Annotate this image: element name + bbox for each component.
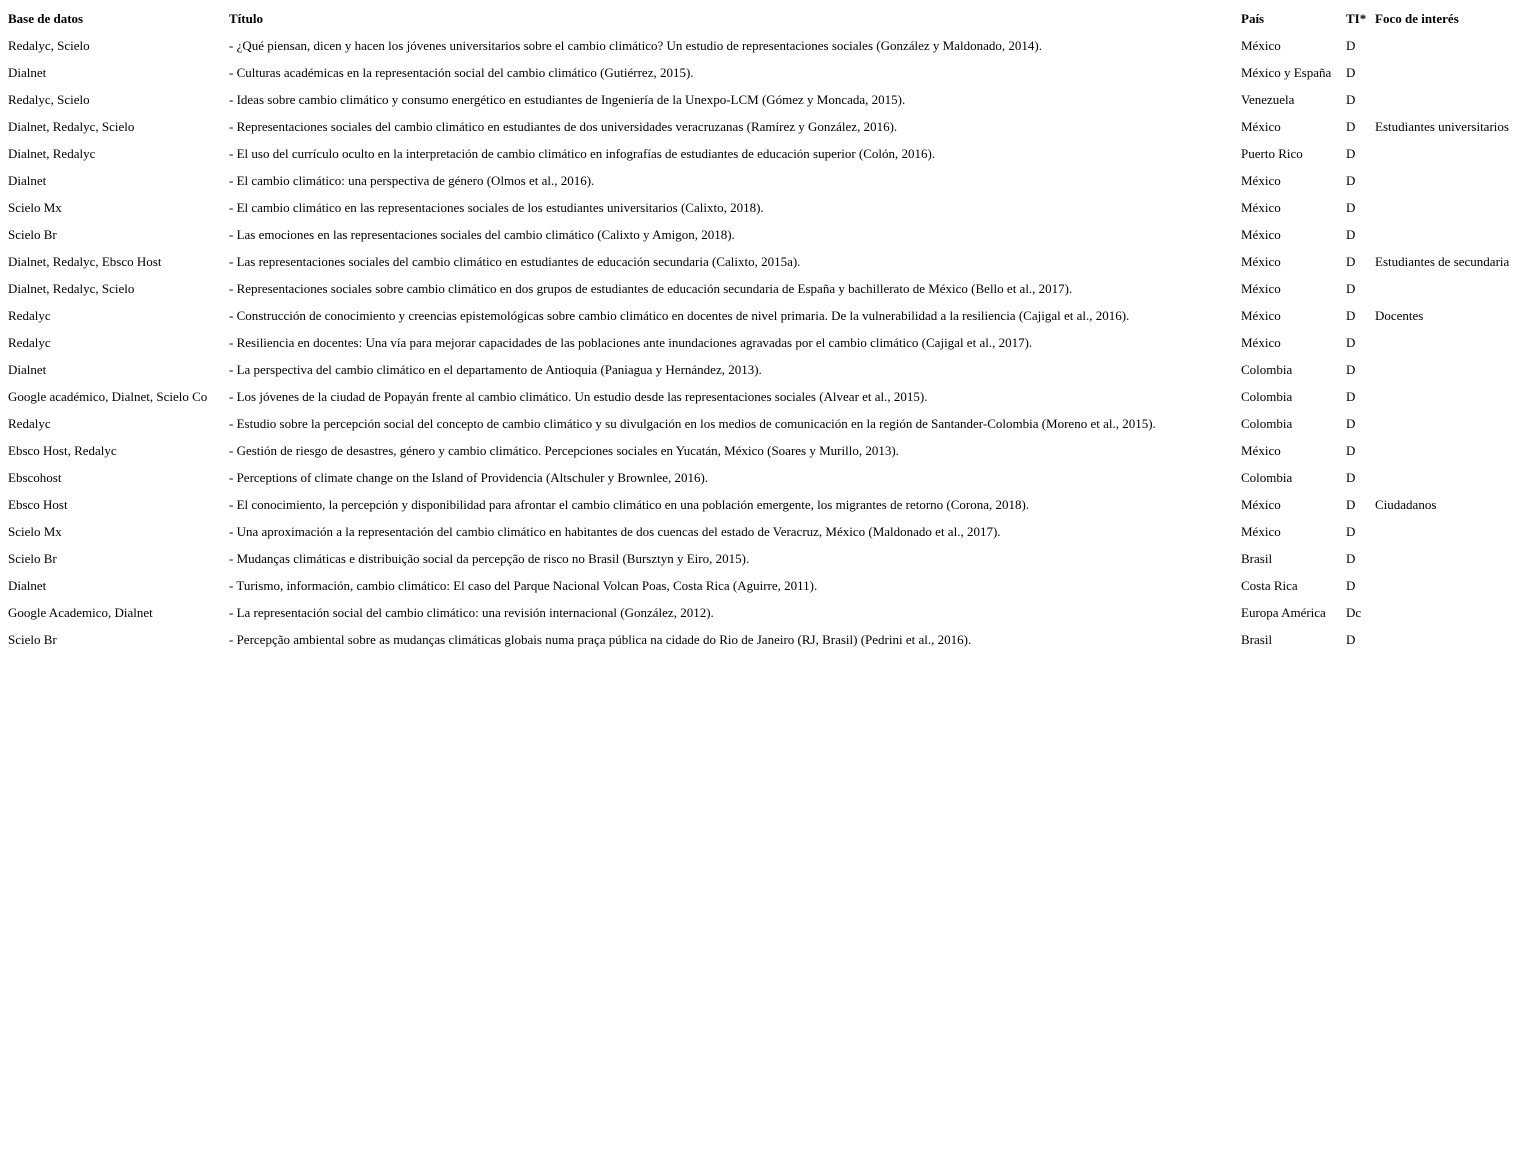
cell-foco bbox=[1375, 86, 1525, 113]
cell-base-de-datos: Ebscohost bbox=[8, 470, 62, 485]
cell-titulo: - Turismo, información, cambio climático: El caso del Parque Nacional Volcan Poas, Costa Rica (Aguirre, 2011). bbox=[229, 578, 818, 593]
cell-foco bbox=[1375, 410, 1525, 437]
cell-foco bbox=[1375, 626, 1525, 653]
cell-base-de-datos: Dialnet bbox=[8, 65, 47, 80]
cell-base-de-datos: Scielo Br bbox=[8, 551, 57, 566]
table-row bbox=[8, 599, 1525, 626]
cell-base-de-datos: Dialnet, Redalyc, Scielo bbox=[8, 119, 135, 134]
cell-foco: Docentes bbox=[1375, 308, 1424, 323]
cell-base-de-datos: Redalyc, Scielo bbox=[8, 92, 90, 107]
cell-pais: Puerto Rico bbox=[1241, 146, 1303, 161]
table-row bbox=[8, 437, 1525, 464]
cell-ti: D bbox=[1346, 497, 1356, 512]
table-row bbox=[8, 626, 1525, 653]
cell-pais: Costa Rica bbox=[1241, 578, 1298, 593]
cell-titulo: - Estudio sobre la percepción social del concepto de cambio climático y su divulgación en los medios de comunicación en la región de Santander-Colombia (Moreno et al., 2015). bbox=[229, 416, 1156, 431]
cell-ti: D bbox=[1346, 227, 1356, 242]
cell-foco: Estudiantes universitarios bbox=[1375, 119, 1509, 134]
table-row bbox=[8, 113, 1525, 140]
cell-titulo: - La representación social del cambio climático: una revisión internacional (González, 2012). bbox=[229, 605, 714, 620]
cell-ti: D bbox=[1346, 416, 1356, 431]
cell-ti: D bbox=[1346, 524, 1356, 539]
references-table bbox=[4, 5, 1528, 653]
cell-base-de-datos: Google académico, Dialnet, Scielo Co bbox=[8, 389, 208, 404]
cell-pais: Brasil bbox=[1241, 551, 1273, 566]
cell-pais: México bbox=[1241, 443, 1281, 458]
cell-pais: México bbox=[1241, 308, 1281, 323]
cell-ti: D bbox=[1346, 200, 1356, 215]
table-row bbox=[8, 59, 1525, 86]
cell-titulo: - Representaciones sociales del cambio climático en estudiantes de dos universidades veracruzanas (Ramírez y González, 2016). bbox=[229, 119, 898, 134]
header-pais: País bbox=[1241, 11, 1265, 26]
cell-base-de-datos: Dialnet, Redalyc bbox=[8, 146, 96, 161]
cell-titulo: - Mudanças climáticas e distribuição social da percepção de risco no Brasil (Bursztyn y Eiro, 2015). bbox=[229, 551, 750, 566]
table-row bbox=[8, 167, 1525, 194]
cell-titulo: - Culturas académicas en la representación social del cambio climático (Gutiérrez, 2015). bbox=[229, 65, 694, 80]
cell-foco bbox=[1375, 32, 1525, 59]
cell-base-de-datos: Scielo Mx bbox=[8, 200, 62, 215]
cell-ti: D bbox=[1346, 308, 1356, 323]
cell-titulo: - Representaciones sociales sobre cambio climático en dos grupos de estudiantes de educación secundaria de España y bachillerato de México (Bello et al., 2017). bbox=[229, 281, 1073, 296]
cell-base-de-datos: Redalyc, Scielo bbox=[8, 38, 90, 53]
cell-base-de-datos: Ebsco Host, Redalyc bbox=[8, 443, 117, 458]
cell-foco bbox=[1375, 59, 1525, 86]
cell-base-de-datos: Redalyc bbox=[8, 308, 51, 323]
cell-foco bbox=[1375, 194, 1525, 221]
cell-base-de-datos: Scielo Br bbox=[8, 632, 57, 647]
cell-ti: D bbox=[1346, 173, 1356, 188]
cell-titulo: - Construcción de conocimiento y creencias epistemológicas sobre cambio climático en docentes de nivel primaria. De la vulnerabilidad a la resiliencia (Cajigal et al., 2016). bbox=[229, 308, 1130, 323]
cell-base-de-datos: Scielo Mx bbox=[8, 524, 62, 539]
cell-titulo: - Los jóvenes de la ciudad de Popayán frente al cambio climático. Un estudio desde las representaciones sociales (Alvear et al., 2015). bbox=[229, 389, 928, 404]
cell-pais: México bbox=[1241, 227, 1281, 242]
cell-titulo: - El conocimiento, la percepción y disponibilidad para afrontar el cambio climático en una población emergente, los migrantes de retorno (Corona, 2018). bbox=[229, 497, 1030, 512]
table-header bbox=[8, 5, 1525, 32]
cell-pais: Colombia bbox=[1241, 416, 1293, 431]
cell-ti: D bbox=[1346, 119, 1356, 134]
table-row bbox=[8, 491, 1525, 518]
cell-titulo: - Percepção ambiental sobre as mudanças climáticas globais numa praça pública na cidade do Rio de Janeiro (RJ, Brasil) (Pedrini et al., 2016). bbox=[229, 632, 972, 647]
table-row bbox=[8, 518, 1525, 545]
header-ti: TI* bbox=[1346, 11, 1367, 26]
table-row bbox=[8, 356, 1525, 383]
cell-titulo: - Resiliencia en docentes: Una vía para mejorar capacidades de las poblaciones ante inundaciones agravadas por el cambio climático (Cajigal et al., 2017). bbox=[229, 335, 1033, 350]
cell-pais: México bbox=[1241, 281, 1281, 296]
cell-pais: Brasil bbox=[1241, 632, 1273, 647]
cell-base-de-datos: Dialnet bbox=[8, 173, 47, 188]
cell-pais: México bbox=[1241, 119, 1281, 134]
cell-titulo: - Gestión de riesgo de desastres, género y cambio climático. Percepciones sociales en Yucatán, México (Soares y Murillo, 2013). bbox=[229, 443, 899, 458]
cell-base-de-datos: Scielo Br bbox=[8, 227, 57, 242]
header-base-de-datos: Base de datos bbox=[8, 11, 84, 26]
cell-foco bbox=[1375, 140, 1525, 167]
cell-foco bbox=[1375, 329, 1525, 356]
cell-foco bbox=[1375, 275, 1525, 302]
cell-foco: Estudiantes de secundaria bbox=[1375, 254, 1510, 269]
cell-ti: D bbox=[1346, 335, 1356, 350]
cell-ti: D bbox=[1346, 146, 1356, 161]
cell-ti: D bbox=[1346, 362, 1356, 377]
cell-pais: México bbox=[1241, 497, 1281, 512]
header-foco: Foco de interés bbox=[1375, 11, 1459, 26]
cell-ti: Dc bbox=[1346, 605, 1362, 620]
table-row bbox=[8, 410, 1525, 437]
table-row bbox=[8, 140, 1525, 167]
cell-pais: Europa América bbox=[1241, 605, 1326, 620]
cell-titulo: - El cambio climático: una perspectiva de género (Olmos et al., 2016). bbox=[229, 173, 595, 188]
cell-foco bbox=[1375, 383, 1525, 410]
cell-ti: D bbox=[1346, 92, 1356, 107]
cell-foco: Ciudadanos bbox=[1375, 497, 1437, 512]
cell-foco bbox=[1375, 518, 1525, 545]
cell-base-de-datos: Redalyc bbox=[8, 416, 51, 431]
cell-pais: México bbox=[1241, 173, 1281, 188]
table-row bbox=[8, 194, 1525, 221]
table-row bbox=[8, 86, 1525, 113]
cell-base-de-datos: Dialnet bbox=[8, 578, 47, 593]
cell-titulo: - Las representaciones sociales del cambio climático en estudiantes de educación secundaria (Calixto, 2015a). bbox=[229, 254, 801, 269]
cell-pais: México bbox=[1241, 335, 1281, 350]
table-row bbox=[8, 383, 1525, 410]
cell-foco bbox=[1375, 572, 1525, 599]
cell-foco bbox=[1375, 464, 1525, 491]
cell-titulo: - La perspectiva del cambio climático en el departamento de Antioquia (Paniagua y Hernández, 2013). bbox=[229, 362, 762, 377]
cell-foco bbox=[1375, 221, 1525, 248]
table-row bbox=[8, 329, 1525, 356]
cell-pais: Colombia bbox=[1241, 470, 1293, 485]
cell-pais: Colombia bbox=[1241, 362, 1293, 377]
cell-pais: México bbox=[1241, 524, 1281, 539]
cell-ti: D bbox=[1346, 578, 1356, 593]
cell-pais: México y España bbox=[1241, 65, 1332, 80]
cell-pais: México bbox=[1241, 254, 1281, 269]
cell-ti: D bbox=[1346, 632, 1356, 647]
table-row bbox=[8, 221, 1525, 248]
cell-base-de-datos: Redalyc bbox=[8, 335, 51, 350]
table-row bbox=[8, 572, 1525, 599]
cell-pais: Venezuela bbox=[1241, 92, 1295, 107]
cell-titulo: - ¿Qué piensan, dicen y hacen los jóvenes universitarios sobre el cambio climático? Un estudio de representaciones sociales (González y Maldonado, 2014). bbox=[229, 38, 1042, 53]
cell-ti: D bbox=[1346, 389, 1356, 404]
cell-titulo: - El cambio climático en las representaciones sociales de los estudiantes universitarios (Calixto, 2018). bbox=[229, 200, 764, 215]
cell-pais: Colombia bbox=[1241, 389, 1293, 404]
table-body bbox=[8, 32, 1525, 653]
cell-ti: D bbox=[1346, 281, 1356, 296]
table-row bbox=[8, 302, 1525, 329]
table-row bbox=[8, 248, 1525, 275]
cell-titulo: - Las emociones en las representaciones sociales del cambio climático (Calixto y Amigon, 2018). bbox=[229, 227, 735, 242]
table-row bbox=[8, 464, 1525, 491]
cell-ti: D bbox=[1346, 551, 1356, 566]
cell-titulo: - El uso del currículo oculto en la interpretación de cambio climático en infografías de estudiantes de educación superior (Colón, 2016). bbox=[229, 146, 936, 161]
cell-base-de-datos: Google Academico, Dialnet bbox=[8, 605, 153, 620]
cell-titulo: - Una aproximación a la representación del cambio climático en habitantes de dos cuencas del estado de Veracruz, México (Maldonado et al., 2017). bbox=[229, 524, 1001, 539]
cell-ti: D bbox=[1346, 443, 1356, 458]
cell-base-de-datos: Dialnet, Redalyc, Scielo bbox=[8, 281, 135, 296]
header-titulo: Título bbox=[229, 11, 263, 26]
table-row bbox=[8, 32, 1525, 59]
table-row bbox=[8, 545, 1525, 572]
cell-foco bbox=[1375, 167, 1525, 194]
cell-foco bbox=[1375, 599, 1525, 626]
header-row bbox=[8, 5, 1525, 32]
cell-ti: D bbox=[1346, 470, 1356, 485]
cell-ti: D bbox=[1346, 65, 1356, 80]
cell-titulo: - Perceptions of climate change on the Island of Providencia (Altschuler y Brownlee, 2016). bbox=[229, 470, 709, 485]
cell-foco bbox=[1375, 356, 1525, 383]
cell-base-de-datos: Dialnet, Redalyc, Ebsco Host bbox=[8, 254, 162, 269]
cell-ti: D bbox=[1346, 38, 1356, 53]
cell-titulo: - Ideas sobre cambio climático y consumo energético en estudiantes de Ingeniería de la Unexpo-LCM (Gómez y Moncada, 2015). bbox=[229, 92, 906, 107]
cell-foco bbox=[1375, 545, 1525, 572]
cell-ti: D bbox=[1346, 254, 1356, 269]
cell-pais: México bbox=[1241, 38, 1281, 53]
cell-pais: México bbox=[1241, 200, 1281, 215]
cell-foco bbox=[1375, 437, 1525, 464]
table-row bbox=[8, 275, 1525, 302]
cell-base-de-datos: Dialnet bbox=[8, 362, 47, 377]
cell-base-de-datos: Ebsco Host bbox=[8, 497, 68, 512]
